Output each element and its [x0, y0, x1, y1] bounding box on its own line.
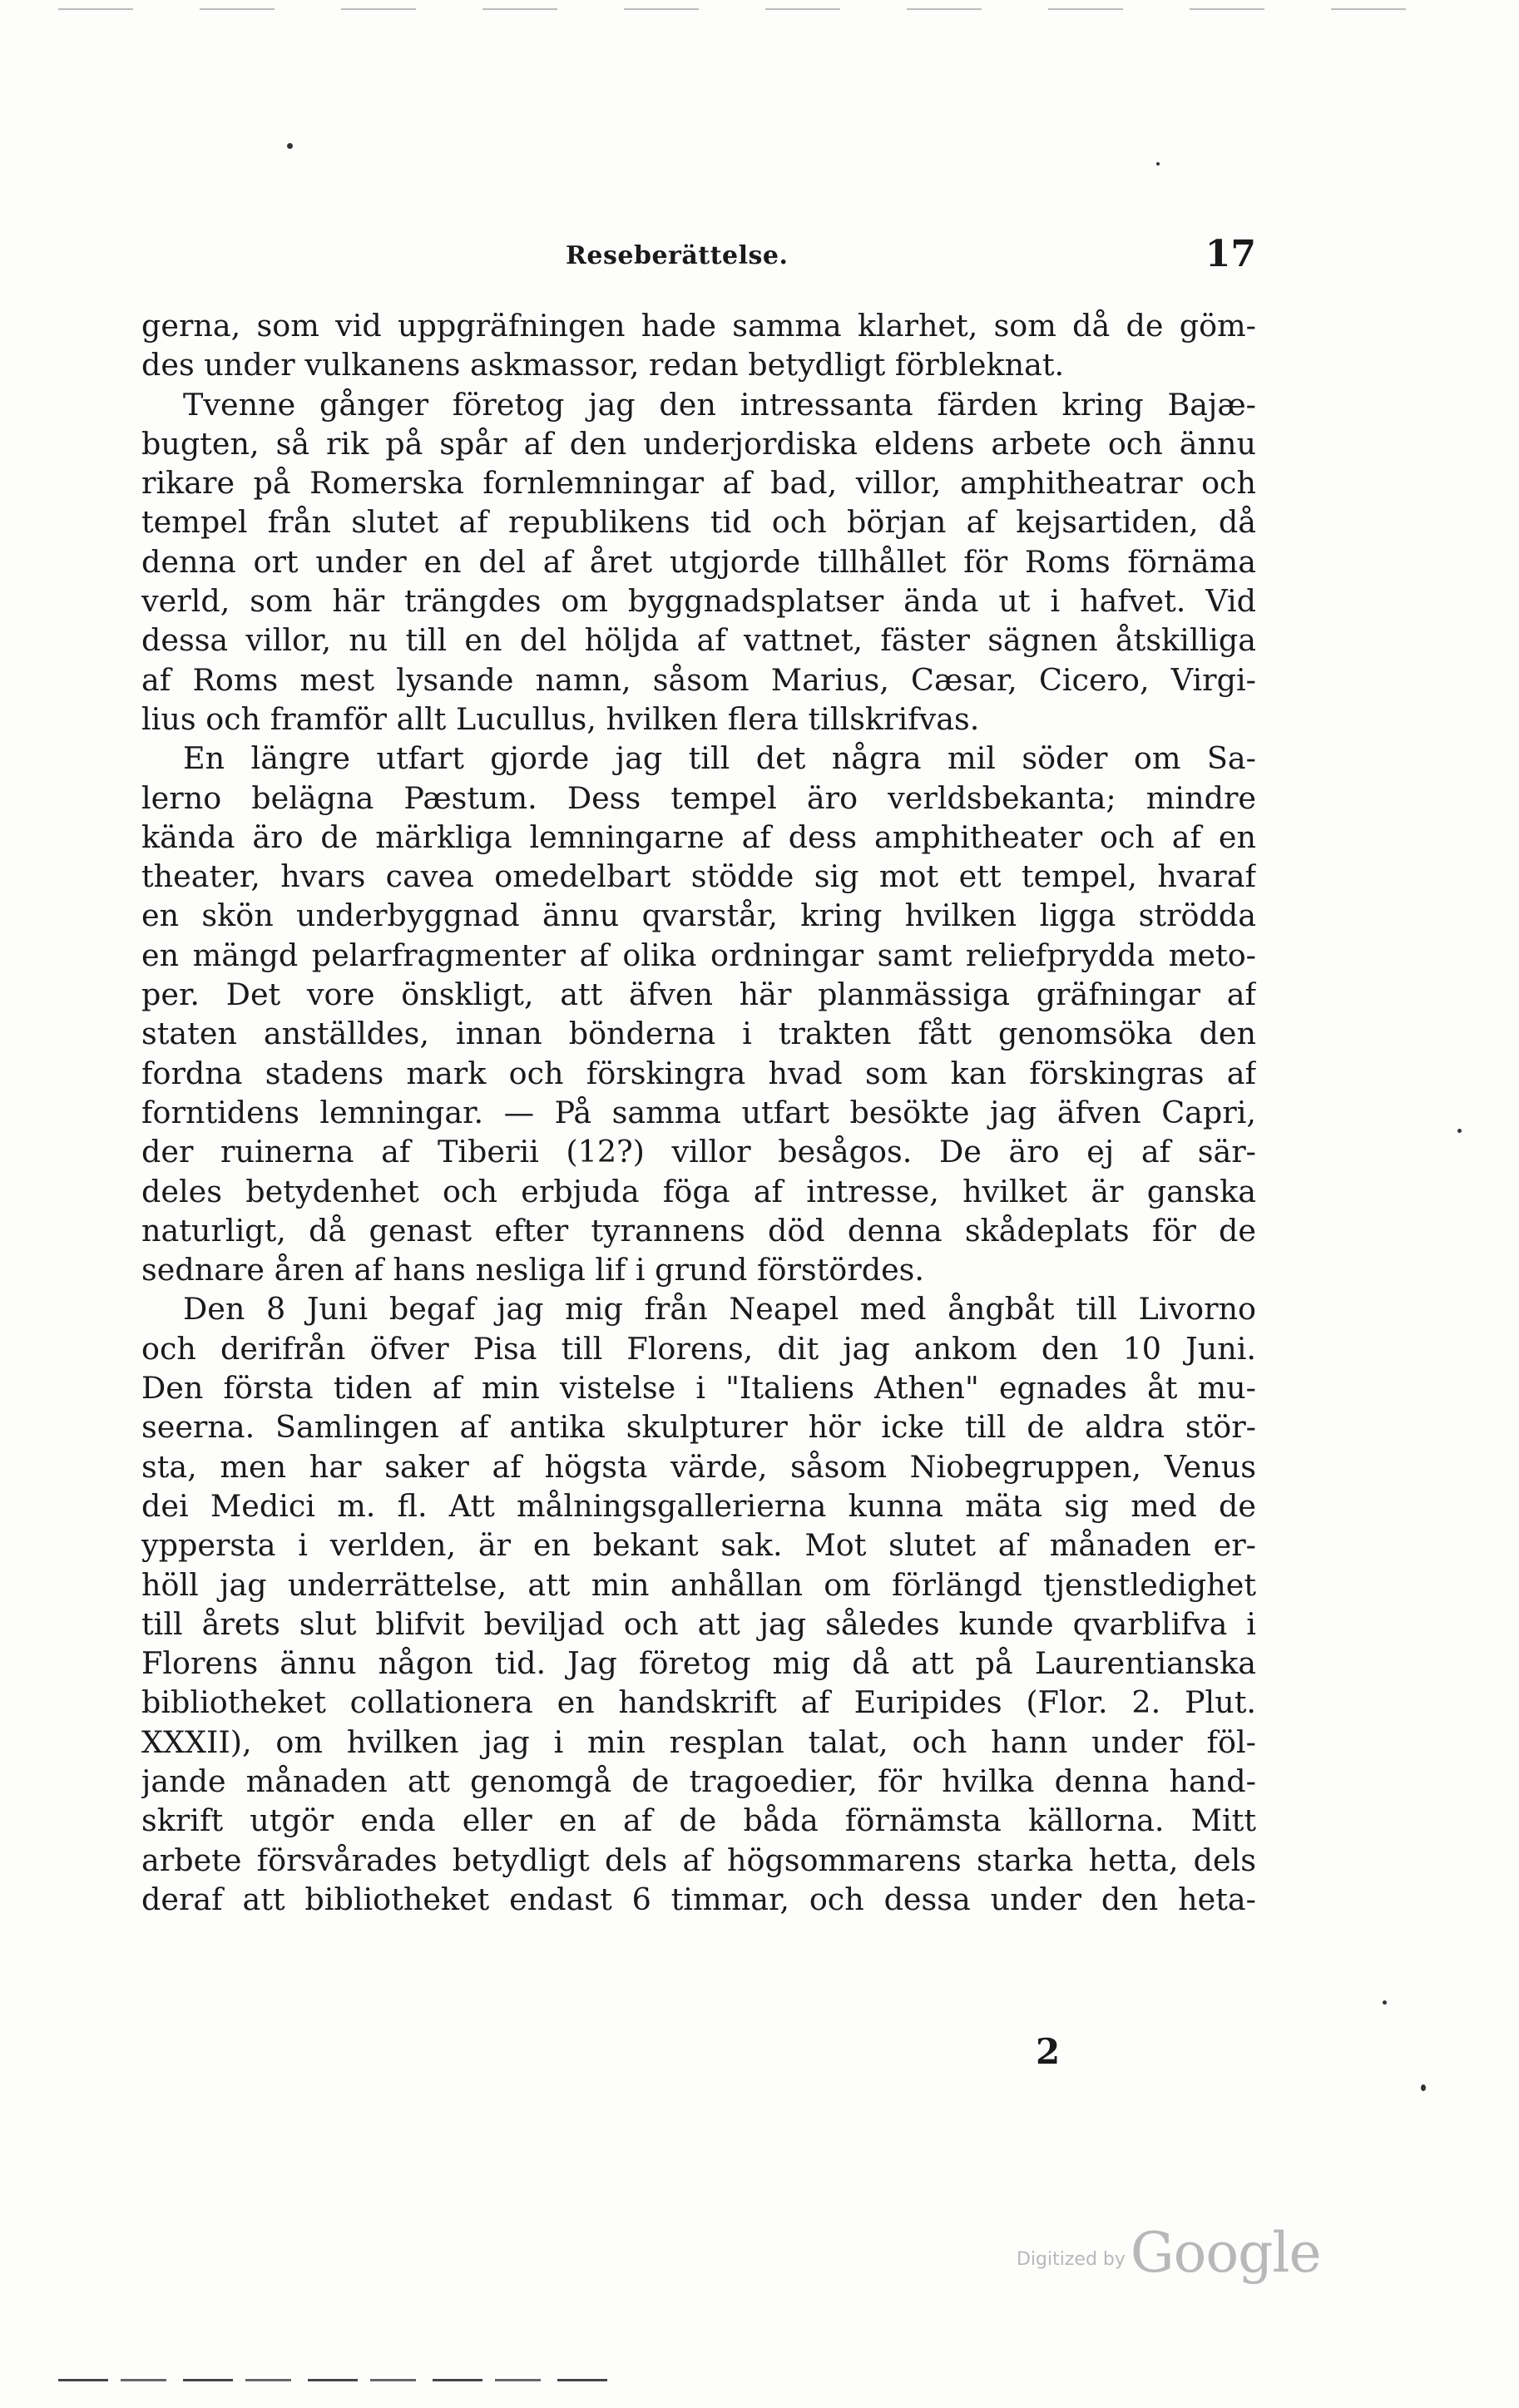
text-line: Den första tiden af min vistelse i "Italiens Athen" egnades åt mu-	[141, 1370, 1256, 1407]
text-line: bugten, så rik på spår af den underjordiska eldens arbete och ännu	[141, 425, 1256, 462]
ink-speck	[1156, 162, 1160, 166]
ink-speck	[1383, 2000, 1387, 2005]
text-line: Florens ännu någon tid. Jag företog mig då att på Laurentianska	[141, 1645, 1256, 1682]
text-line: till årets slut blifvit beviljad och att jag således kunde qvarblifva i	[141, 1605, 1256, 1642]
text-line: forntidens lemningar. — På samma utfart besökte jag äfven Capri,	[141, 1094, 1256, 1130]
text-line: der ruinerna af Tiberii (12?) villor besågos. De äro ej af sär-	[141, 1134, 1256, 1170]
bottom-scan-artifact	[58, 2379, 607, 2381]
text-line: skrift utgör enda eller en af de båda förnämsta källorna. Mitt	[141, 1802, 1256, 1839]
text-line: yppersta i verlden, är en bekant sak. Mot slutet af månaden er-	[141, 1527, 1256, 1564]
top-scan-artifact	[58, 8, 1472, 10]
text-line: lerno belägna Pæstum. Dess tempel äro verldsbekanta; mindre	[141, 779, 1256, 816]
text-line: denna ort under en del af året utgjorde tillhållet för Roms förnäma	[141, 543, 1256, 580]
text-line: gerna, som vid uppgräfningen hade samma klarhet, som då de göm-	[141, 308, 1256, 344]
text-line: deraf att bibliotheket endast 6 timmar, och dessa under den heta-	[141, 1881, 1256, 1917]
ink-speck	[1457, 1129, 1462, 1133]
text-line: lius och framför allt Lucullus, hvilken flera tillskrifvas.	[141, 700, 980, 737]
text-line: dessa villor, nu till en del höljda af vattnet, fäster sägnen åtskilliga	[141, 622, 1256, 659]
watermark-prefix: Digitized by	[1017, 2249, 1126, 2270]
text-line: sta, men har saker af högsta värde, såsom Niobegruppen, Venus	[141, 1448, 1256, 1485]
text-line: tempel från slutet af republikens tid och början af kejsartiden, då	[141, 504, 1256, 541]
text-line: des under vulkanens askmassor, redan betydligt förbleknat.	[141, 347, 1065, 383]
text-line: rikare på Romerska fornlemningar af bad, villor, amphitheatrar och	[141, 465, 1256, 502]
text-line: fordna stadens mark och förskingra hvad som kan förskingras af	[141, 1055, 1256, 1091]
text-line: af Roms mest lysande namn, såsom Marius, Cæsar, Cicero, Virgi-	[141, 661, 1256, 698]
text-line: en mängd pelarfragmenter af olika ordningar samt reliefprydda meto-	[141, 937, 1256, 973]
text-line: staten anställdes, innan bönderna i trakten fått genomsöka den	[141, 1016, 1256, 1052]
running-title: Reseberättelse.	[566, 241, 789, 270]
text-line: per. Det vore önskligt, att äfven här planmässiga gräfningar af	[141, 977, 1256, 1013]
text-line: dei Medici m. fl. Att målningsgallerierna kunna mäta sig med de	[141, 1487, 1256, 1524]
text-line: sednare åren af hans nesliga lif i grund förstördes.	[141, 1252, 925, 1288]
text-line: och derifrån öfver Pisa till Florens, dit jag ankom den 10 Juni.	[141, 1330, 1256, 1367]
text-line: Tvenne gånger företog jag den intressanta färden kring Bajæ-	[183, 386, 1256, 423]
text-line: höll jag underrättelse, att min anhållan om förlängd tjenstledighet	[141, 1566, 1256, 1603]
text-line: verld, som här trängdes om byggnadsplatser ända ut i hafvet. Vid	[141, 583, 1256, 620]
ink-speck	[1421, 2084, 1426, 2091]
google-logo: Google	[1130, 2221, 1321, 2285]
google-watermark	[1017, 2221, 1321, 2285]
text-line: jande månaden att genomgå de tragoedier, för hvilka denna hand-	[141, 1763, 1256, 1799]
text-line: En längre utfart gjorde jag till det några mil söder om Sa-	[183, 740, 1256, 777]
text-line: naturligt, då genast efter tyrannens död denna skådeplats för de	[141, 1212, 1256, 1249]
running-head	[141, 233, 1256, 283]
page-number: 17	[1205, 233, 1256, 275]
text-line: theater, hvars cavea omedelbart stödde sig mot ett tempel, hvaraf	[141, 858, 1256, 895]
text-line: en skön underbyggnad ännu qvarstår, kring hvilken ligga strödda	[141, 897, 1256, 934]
text-line: kända äro de märkliga lemningarne af dess amphitheater och af en	[141, 818, 1256, 855]
text-line: bibliotheket collationera en handskrift af Euripides (Flor. 2. Plut.	[141, 1684, 1256, 1721]
text-line: Den 8 Juni begaf jag mig från Neapel med ångbåt till Livorno	[183, 1291, 1256, 1328]
body-text	[141, 306, 1256, 1919]
ink-speck	[287, 143, 293, 149]
text-line: deles betydenhet och erbjuda föga af intresse, hvilket är ganska	[141, 1173, 1256, 1209]
text-line: arbete försvårades betydligt dels af högsommarens starka hetta, dels	[141, 1842, 1256, 1878]
text-line: XXXII), om hvilken jag i min resplan talat, och hann under föl-	[141, 1723, 1256, 1760]
signature-mark: 2	[1036, 2031, 1061, 2072]
text-line: seerna. Samlingen af antika skulpturer hör icke till de aldra stör-	[141, 1409, 1256, 1446]
